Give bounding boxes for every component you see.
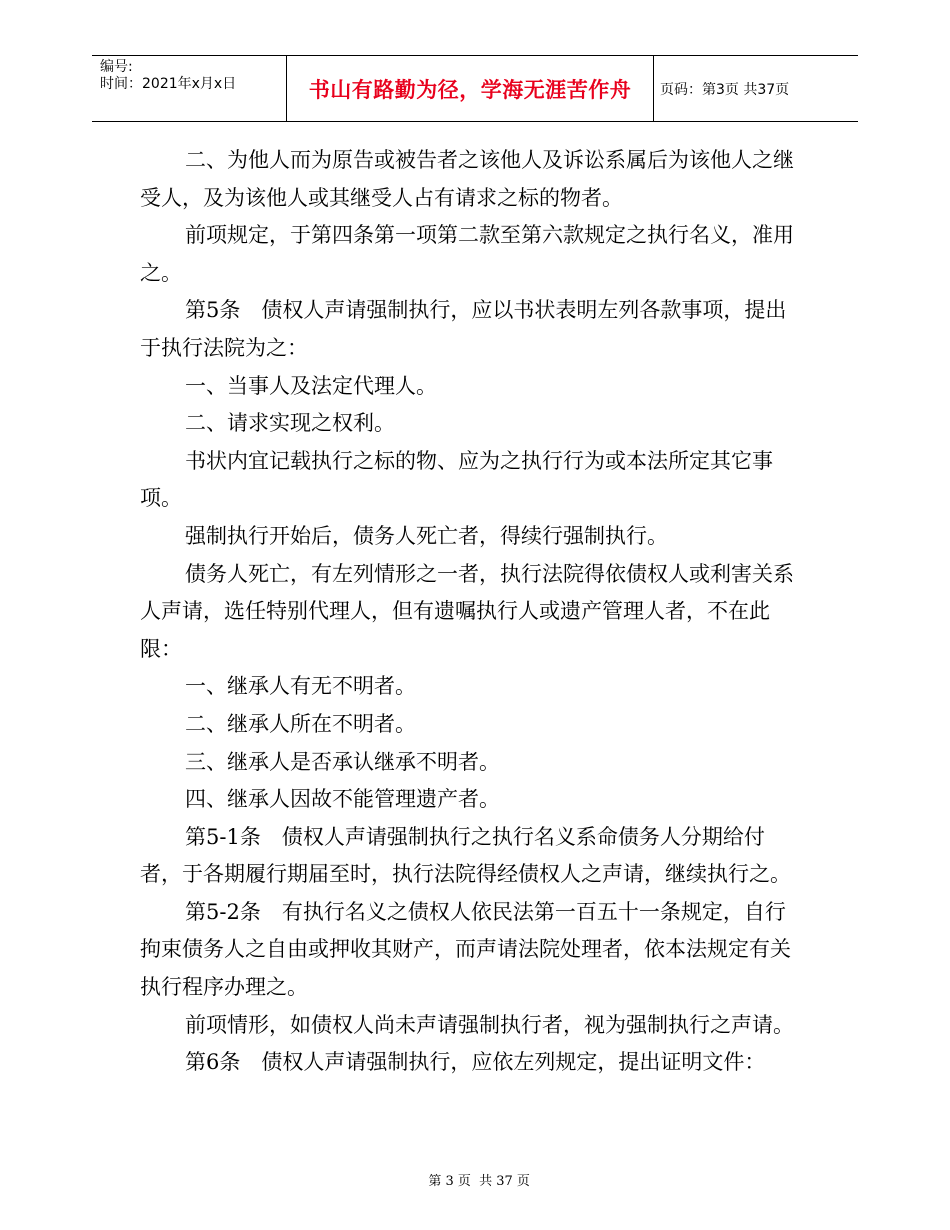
header-motto: 书山有路勤为径，学海无涯苦作舟 <box>308 77 632 102</box>
page-footer <box>0 1155 950 1189</box>
paragraph: 强制执行开始后，债务人死亡者，得续行强制执行。 <box>185 523 668 548</box>
paragraph: 一、当事人及法定代理人。 <box>185 373 437 398</box>
paragraph: 书状内宜记载执行之标的物、应为之执行行为或本法所定其它事项。 <box>140 448 773 511</box>
paragraph: 二、为他人而为原告或被告者之该他人及诉讼系属后为该他人之继受人，及为该他人或其继受人占有请求之标的物者。 <box>140 148 794 210</box>
paragraph: 四、继承人因故不能管理遗产者。 <box>185 787 500 812</box>
footer-page-number: 第 3 页 共 37 页 <box>428 1174 530 1189</box>
date-label: 时间：2021年x月x日 <box>100 76 237 92</box>
serial-number-label: 编号: <box>100 59 133 75</box>
paragraph: 二、请求实现之权利。 <box>185 411 395 436</box>
paragraph: 第5-2条 有执行名义之债权人依民法第一百五十一条规定，自行拘束债务人之自由或押收其财产，而声请法院处理者，依本法规定有关执行程序办理之。 <box>140 899 791 1000</box>
paragraph: 前项规定，于第四条第一项第二款至第六款规定之执行名义，准用之。 <box>140 223 794 285</box>
paragraph: 第5-1条 债权人声请强制执行之执行名义系命债务人分期给付者，于各期履行期届至时，执行法院得经债权人之声请，继续执行之。 <box>140 824 791 887</box>
page-header <box>92 55 858 122</box>
header-motto-cell <box>286 56 654 121</box>
paragraph: 三、继承人是否承认继承不明者。 <box>185 749 500 774</box>
paragraph: 二、继承人所在不明者。 <box>185 711 416 736</box>
header-page-info-cell <box>654 56 858 121</box>
paragraph: 前项情形，如债权人尚未声请强制执行者，视为强制执行之声请。 <box>185 1012 794 1037</box>
header-meta <box>92 56 286 121</box>
document-body <box>140 142 800 1082</box>
paragraph: 债务人死亡，有左列情形之一者，执行法院得依债权人或利害关系人声请，选任特别代理人，但有遗嘱执行人或遗产管理人者，不在此限： <box>140 561 794 661</box>
paragraph: 第6条 债权人声请强制执行，应依左列规定，提出证明文件： <box>185 1050 766 1075</box>
header-page-number: 页码：第3页 共37页 <box>660 81 790 98</box>
paragraph: 第5条 债权人声请强制执行，应以书状表明左列各款事项，提出于执行法院为之： <box>140 298 787 360</box>
paragraph: 一、继承人有无不明者。 <box>185 674 416 699</box>
